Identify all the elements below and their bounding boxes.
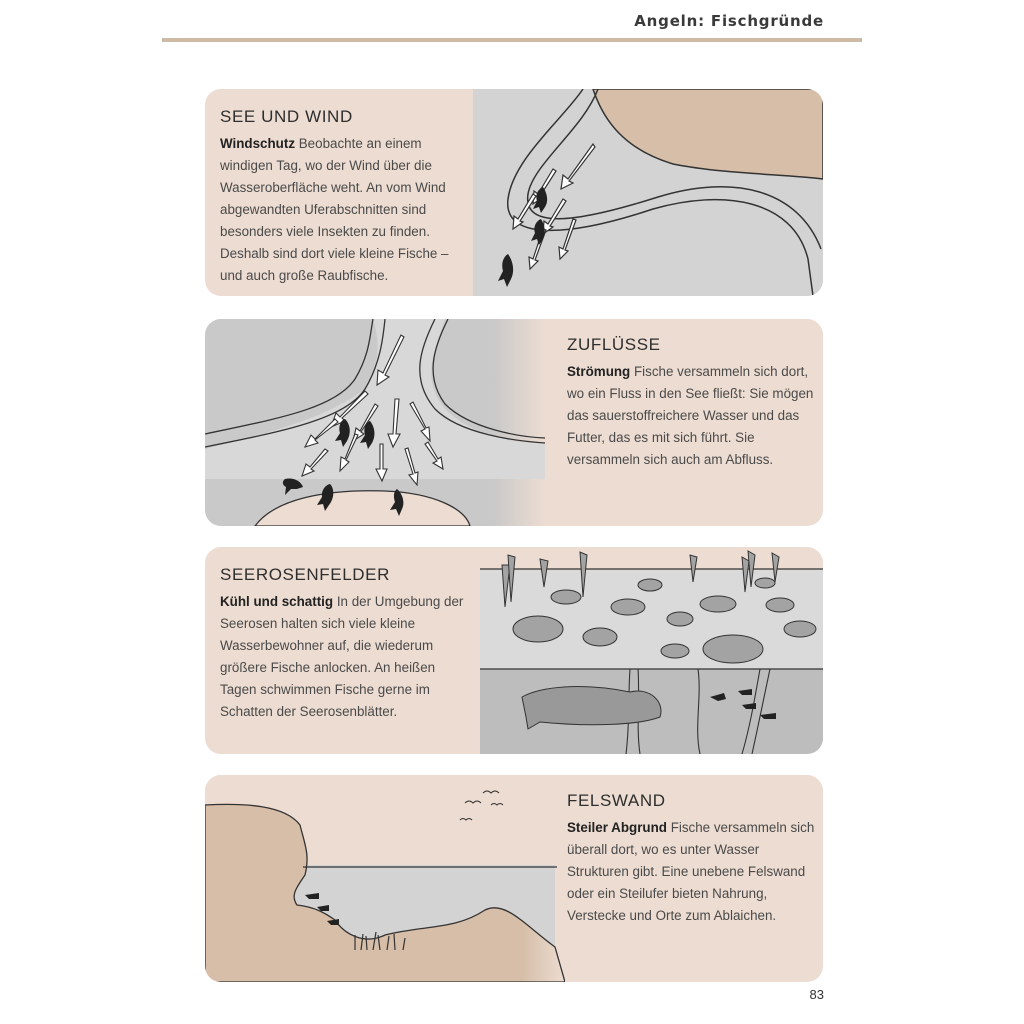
- card-text: [220, 565, 475, 723]
- page-header-title: Angeln: Fischgründe: [634, 12, 824, 30]
- lake-wind-illustration: [473, 89, 823, 296]
- card-body: [220, 133, 470, 287]
- card-text-body: Beobachte an einem windigen Tag, wo der Wind über die Wasseroberfläche weht. An vom Wind abgewandten Uferabschnitten sind besonders viele Insekten zu finden. Deshalb sind dort viele kleine Fische – und auch große Raubfische.: [220, 136, 449, 283]
- card-felswand: [205, 775, 823, 982]
- card-body: [567, 817, 817, 927]
- card-text-body: In der Umgebung der Seerosen halten sich viele kleine Wasserbewohner auf, die wiederum größere Fische anlocken. An heißen Tagen schwimmen Fische gerne im Schatten der Seerosenblätter.: [220, 594, 464, 719]
- inflow-illustration: [205, 319, 545, 526]
- card-lead: Kühl und schattig: [220, 594, 334, 609]
- card-text: [567, 791, 817, 927]
- water-lily-illustration: [480, 547, 823, 754]
- card-text: [220, 107, 470, 287]
- card-heading: FELSWAND: [567, 791, 666, 810]
- card-body: [567, 361, 817, 471]
- card-text: [567, 335, 817, 471]
- page-number: 83: [809, 987, 824, 1002]
- card-text-body: Fische versammeln sich überall dort, wo es unter Wasser Strukturen gibt. Eine unebene Felswand oder ein Steilufer bieten Nahrung, Verstecke und Orte zum Ablaichen.: [567, 820, 815, 923]
- card-zufluesse: [205, 319, 823, 526]
- card-heading: ZUFLÜSSE: [567, 335, 661, 354]
- header-divider: [162, 38, 862, 42]
- card-lead: Windschutz: [220, 136, 296, 151]
- rock-wall-illustration: [205, 775, 565, 982]
- card-body: [220, 591, 475, 723]
- card-lead: Strömung: [567, 364, 631, 379]
- card-heading: SEEROSENFELDER: [220, 565, 390, 584]
- card-heading: SEE UND WIND: [220, 107, 353, 126]
- card-lead: Steiler Abgrund: [567, 820, 667, 835]
- card-seerosenfelder: [205, 547, 823, 754]
- card-see-und-wind: [205, 89, 823, 296]
- card-text-body: Fische versammeln sich dort, wo ein Fluss in den See fließt: Sie mögen das sauerstoffreichere Wasser und das Futter, das es mit sich führt. Sie versammeln sich auch am Abfluss.: [567, 364, 814, 467]
